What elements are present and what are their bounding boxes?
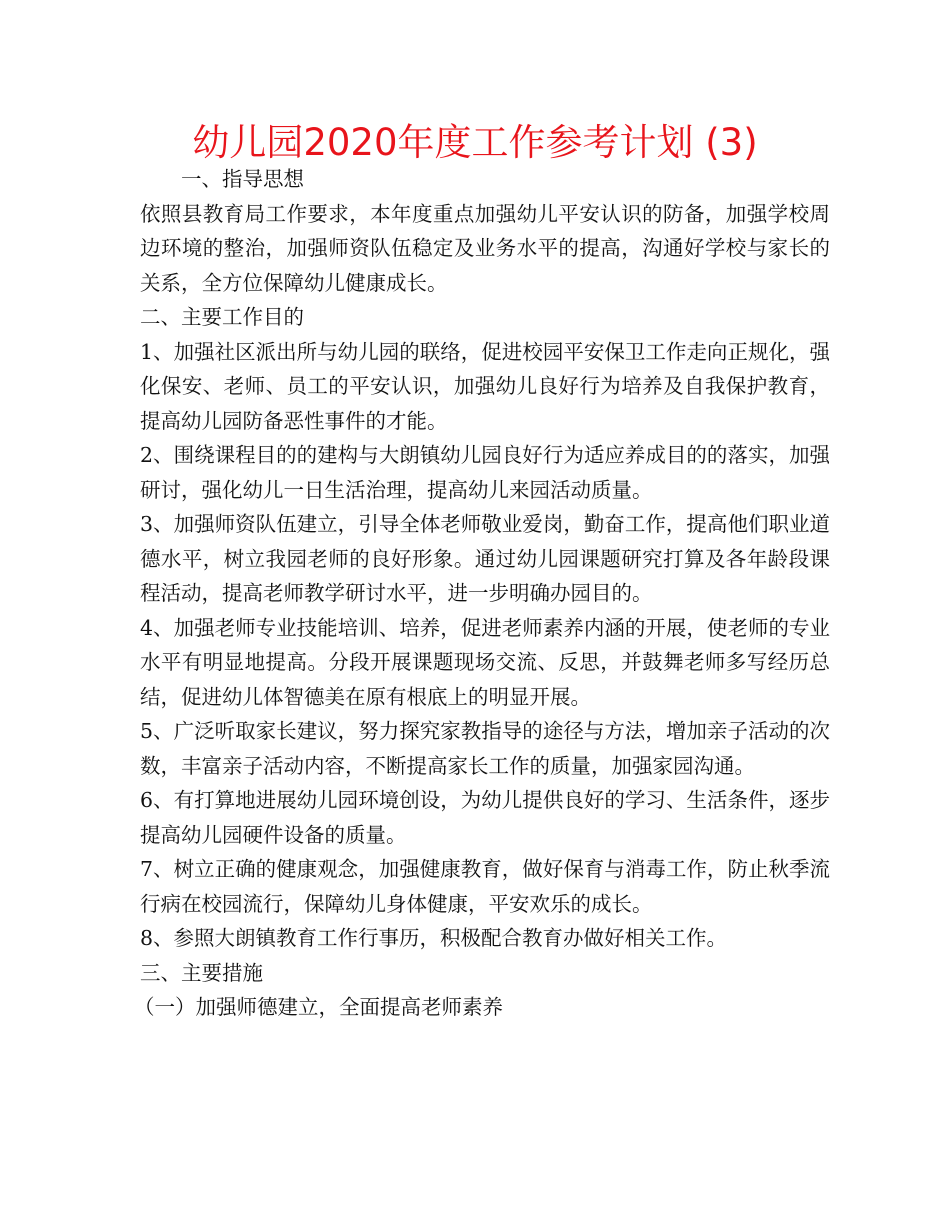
goal-item-1: 1、加强社区派出所与幼儿园的联络，促进校园平安保卫工作走向正规化，强化保安、老师、员工的平安认识，加强幼儿良好行为培养及自我保护教育，提高幼儿园防备恶性事件的才能。 xyxy=(140,339,830,433)
goal-item-7: 7、树立正确的健康观念，加强健康教育，做好保育与消毒工作，防止秋季流行病在校园流行，保障幼儿身体健康，平安欢乐的成长。 xyxy=(140,857,830,916)
section-heading-guiding-thought: 一、指导思想 xyxy=(181,167,304,191)
goal-item-5: 5、广泛听取家长建议，努力探究家教指导的途径与方法，增加亲子活动的次数，丰富亲子活动内容，不断提高家长工作的质量，加强家园沟通。 xyxy=(140,719,830,778)
goal-item-2: 2、围绕课程目的的建构与大朗镇幼儿园良好行为适应养成目的的落实，加强研讨，强化幼儿一日生活治理，提高幼儿来园活动质量。 xyxy=(140,443,830,502)
goal-item-8: 8、参照大朗镇教育工作行事历，积极配合教育办做好相关工作。 xyxy=(140,926,728,950)
document-body xyxy=(134,162,830,1025)
goal-item-3: 3、加强师资队伍建立，引导全体老师敬业爱岗，勤奋工作，提高他们职业道德水平，树立我园老师的良好形象。通过幼儿园课题研究打算及各年龄段课程活动，提高老师教学研讨水平，进一步明确办园目的。 xyxy=(140,512,830,605)
subsection-heading-teacher-ethics: （一）加强师德建立，全面提高老师素养 xyxy=(134,995,503,1019)
goal-item-6: 6、有打算地进展幼儿园环境创设，为幼儿提供良好的学习、生活条件，逐步提高幼儿园硬件设备的质量。 xyxy=(140,788,830,847)
section-heading-main-measures: 三、主要措施 xyxy=(140,960,263,985)
paragraph-guiding-thought: 依照县教育局工作要求，本年度重点加强幼儿平安认识的防备，加强学校周边环境的整治，加强师资队伍稳定及业务水平的提高，沟通好学校与家长的关系，全方位保障幼儿健康成长。 xyxy=(140,201,830,295)
section-heading-main-goals: 二、主要工作目的 xyxy=(140,305,304,329)
goal-item-4: 4、加强老师专业技能培训、培养，促进老师素养内涵的开展，使老师的专业水平有明显地提高。分段开展课题现场交流、反思，并鼓舞老师多写经历总结，促进幼儿体智德美在原有根底上的明显开展。 xyxy=(140,615,830,709)
document-title: 幼儿园2020年度工作参考计划 (3) xyxy=(192,121,758,164)
